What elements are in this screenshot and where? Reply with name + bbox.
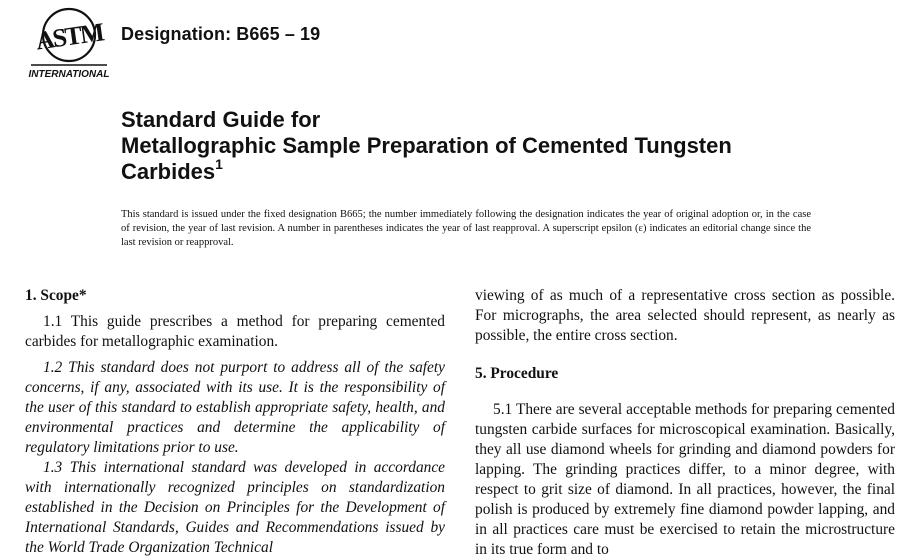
title-line-3-text: Carbides — [121, 159, 216, 184]
standard-notice: This standard is issued under the fixed designation B665; the number immediately following the designation indicates the year of original adoption or, in the case of revision, the year of last revision. A number in parentheses indicates the year of last reapproval. A superscript epsilon (ε) indicates an editorial change since the last revision or reapproval. — [121, 209, 811, 248]
title-line-1: Standard Guide for — [121, 107, 321, 132]
right-column — [475, 286, 895, 560]
title-line-3 — [121, 155, 881, 185]
paragraph-continuation: viewing of as much of a representative cross section as possible. For micrographs, the area selected should represent, as nearly as possible, the entire cross section. — [475, 287, 895, 344]
title-footnote-mark: 1 — [215, 155, 223, 172]
section-heading-scope: 1. Scope* — [25, 287, 87, 304]
left-column — [25, 286, 445, 558]
section-heading-procedure: 5. Procedure — [475, 365, 559, 382]
logo-mark: ASTM — [33, 17, 105, 56]
paragraph-1-2: 1.2 This standard does not purport to address all of the safety concerns, if any, associated with its use. It is the responsibility of the user of this standard to establish appropriate safety, health, and environmental practices and determine the applicability of regulatory limitations prior to use. — [25, 359, 445, 456]
page-title — [121, 107, 881, 185]
title-line-2: Metallographic Sample Preparation of Cemented Tungsten — [121, 133, 732, 158]
designation: Designation: B665 – 19 — [121, 24, 321, 44]
paragraph-1-3: 1.3 This international standard was developed in accordance with internationally recognized principles on standardization established in the Decision on Principles for the Development of International Standards, Guides and Recommendations issued by the World Trade Organization Technical — [25, 459, 445, 556]
logo-label: INTERNATIONAL — [28, 69, 110, 80]
astm-logo — [27, 3, 111, 81]
paragraph-1-1: 1.1 This guide prescribes a method for preparing cemented carbides for metallographic examination. — [25, 313, 445, 350]
paragraph-5-1: 5.1 There are several acceptable methods for preparing cemented tungsten carbide surfaces for microscopical examination. Basically, they all use diamond wheels for grinding and diamond powders for lapping. The grinding practices differ, to a minor degree, with respect to grit size of diamond. In all practices, however, the final polish is produced by extremely fine diamond powder lapping, and in all practices care must be exercised to retain the microstructure in its true form and to — [475, 401, 895, 558]
